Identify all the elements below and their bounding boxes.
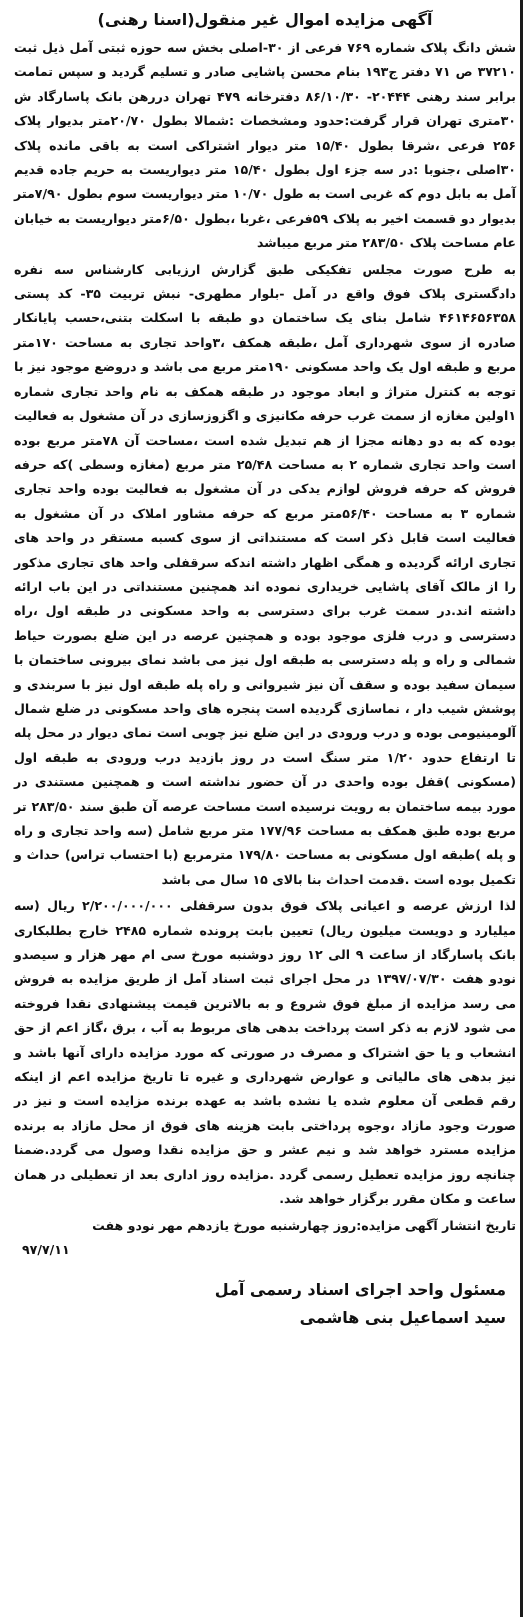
appraisal-paragraph: به طرح صورت مجلس تفکیکی طبق گزارش ارزیابی کارشناس سه نفره دادگستری پلاک فوق واقع در آمل -بلوار مطهری- نبش تربیت ۳۵- کد پستی ۴۶۱۴۶۵۶۳۵۸ شامل بنای یک ساختمان دو طبقه با اسکلت بتنی،حسب پایانکار صادره از سوی شهرداری آمل ،طبقه همکف ،۳واحد تجاری به مساحت ۱۷۰متر مربع و طبقه اول یک واحد مسکونی ۱۹۰متر مربع می باشد و دروضع موجود نیز با توجه به کنترل متراژ و ابعاد موجود در طبقه همکف به نام واحد تجاری شماره ۱اولین مغازه از سمت غرب حرفه مکانیزی و اگزوزسازی در آن مشغول به فعالیت بوده که به دو دهانه مجزا از هم تبدیل شده است ،مساحت آن ۷۸متر مربع بوده است واحد تجاری شماره ۲ به مساحت ۲۵/۴۸ متر مربع (مغازه وسطی )که حرفه فروش که حرفه فروش لوازم یدکی در آن مشغول به فعالیت بوده واحد تجاری شماره ۳ به مساحت ۵۶/۴۰متر مربع که حرفه مشاور املاک در آن مشغول به فعالیت است قابل ذکر است که مستنداتی از سوی کسبه مستقر در واحد های تجاری ارائه گردیده و همگی اظهار داشته اندکه سرقفلی واحد های تجاری مذکور را از مالک آقای پاشایی خریداری نموده اند همچنین مستنداتی در این باب ارائه داشته اند.در سمت غرب برای دسترسی به واحد مسکونی در طبقه اول ،راه دسترسی و درب فلزی موجود بوده و همچنین عرصه در این ضلع بصورت حیاط شمالی و راه و پله دسترسی به طبقه اول نیز می باشد نمای بیرونی ساختمان با سیمان سفید بوده و سقف آن نیز شیروانی و راه پله طبقه اول نیز با سربندی و پوشش شیب دار ، نماسازی گردیده است پنجره های واحد مسکونی در ضلع شمال آلومینیومی بوده و درب ورودی در این ضلع نیز چوبی است نمای دیوار در محل پله تا ارتفاع حدود ۱/۲۰ متر سنگ است در روز بازدید درب ورودی به طبقه اول (مسکونی )قفل بوده واحدی در آن حضور نداشته است و همچنین مستندی در مورد بیمه ساختمان به رویت نرسیده است مساحت عرصه آن طبق سند ۲۸۳/۵۰ تر مربع بوده طبق همکف به مساحت ۱۷۷/۹۶ متر مربع شامل (سه واحد تجاری و راه و پله )طبقه اول مسکونی به مساحت ۱۷۹/۸۰ مترمربع (با احتساب تراس) حداث و تکمیل بوده است .قدمت احداث بنا بالای ۱۵ سال می باشد	[14, 261, 517, 887]
notice-title: آگهی مزایده اموال غیر منقول(اسنا رهنی)	[97, 10, 433, 29]
signature-block	[14, 1276, 516, 1332]
property-description-paragraph: شش دانگ پلاک شماره ۷۶۹ فرعی از ۳۰-اصلی بخش سه حوزه ثبتی آمل ذیل ثبت ۳۷۲۱۰ ص ۷۱ دفتر ج۱۹۳ بنام محسن پاشایی صادر و تسلیم گردید و سپس تمامت برابر سند رهنی ۲۰۴۴۴- ۸۶/۱۰/۳۰ دفترخانه ۴۷۹ تهران دررهن بانک پاسارگاد ش ۳۰متری تهران قرار گرفت:حدود ومشخصات :شمالا بطول ۲۰/۷۰متر بدیوار پلاک ۲۵۶ فرعی ،شرقا بطول ۱۵/۴۰ متر دیوار اشتراکی است به باقی مانده پلاک ۳۰اصلی ،جنوبا :در سه جزء اول بطول ۱۵/۴۰ متر دیواریست به حریم جاده قدیم آمل به بابل دوم که غربی است به طول ۱۰/۷۰ متر دیواریست سوم بطول ۷/۹۰متر بدیوار دو قسمت اخیر به پلاک ۵۹فرعی ،غربا ،بطول ۶/۵۰متر دیواریست به خیابان عام مساحت پلاک ۲۸۳/۵۰ متر مربع میباشد	[14, 40, 516, 251]
publication-date-paragraph: تاریخ انتشار آگهی مزایده:روز چهارشنبه مورخ یازدهم مهر نودو هفت	[92, 1217, 516, 1233]
page-edge-line	[520, 0, 523, 1617]
signatory-title: مسئول واحد اجرای اسناد رسمی آمل	[214, 1279, 506, 1299]
publish-date: ۹۷/۷/۱۱	[22, 1241, 70, 1257]
signatory-name: سید اسماعیل بنی هاشمی	[299, 1307, 506, 1327]
auction-terms-paragraph: لذا ارزش عرصه و اعیانی پلاک فوق بدون سرقفلی ۲/۲۰۰/۰۰۰/۰۰۰ ریال (سه میلیارد و دویست میلیون ریال) تعیین بابت پرونده شماره ۲۴۸۵ خارج بطلبکاری بانک پاسارگاد از ساعت ۹ الی ۱۲ روز دوشنبه مورخ سی ام مهر هزار و سیصدو نودو هفت ۱۳۹۷/۰۷/۳۰ در محل اجرای ثبت اسناد آمل از طریق مزایده به فروش می رسد مزایده از مبلغ فوق شروع و به بالاترین قیمت پیشنهادی نقدا فروخته می شود لازم به ذکر است پرداخت بدهی های مربوط به آب ، برق ،گاز اعم از حق انشعاب و یا حق اشتراک و مصرف در صورتی که مورد مزایده دارای آنها باشد و نیز بدهی های مالیاتی و عوارض شهرداری و غیره تا تاریخ مزایده اعم از اینکه رقم قطعی آن معلوم شده یا نشده باشد به عهده برنده مزایده است و نیز در صورت وجود مازاد ،وجوه پرداختی بابت هزینه های فوق از محل مازاد به برنده مزایده مسترد خواهد شد و نیم عشر و حق مزایده نقدا وصول می گردد.ضمنا چنانچه روز مزایده تعطیل رسمی گردد .مزایده روز اداری بعد از تعطیلی در همان ساعت و مکان مقرر برگزار خواهد شد.	[14, 898, 516, 1207]
